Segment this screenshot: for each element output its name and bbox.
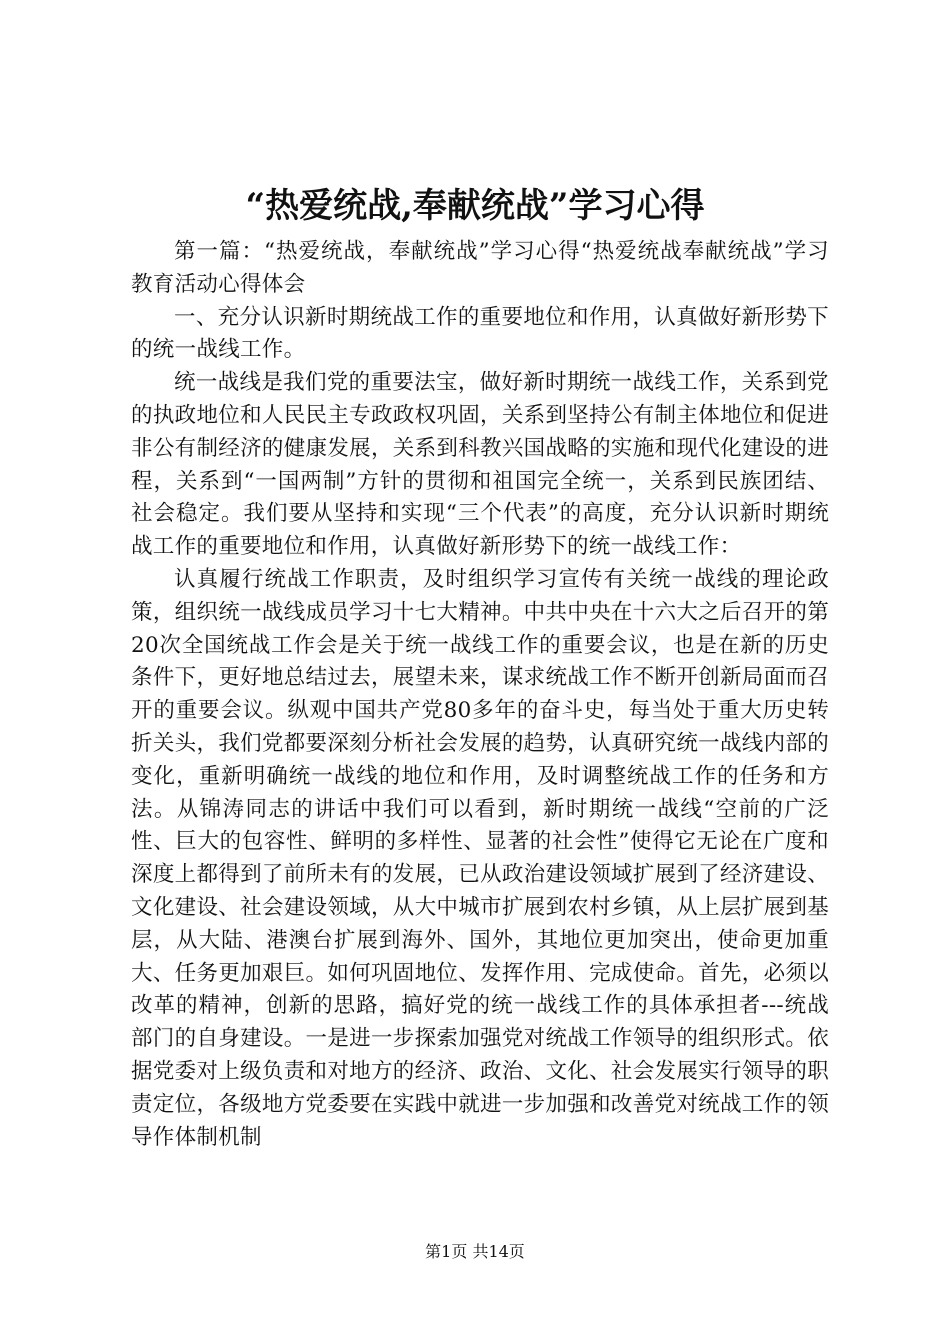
paragraph-united-front: 统一战线是我们党的重要法宝，做好新时期统一战线工作，关系到党的执政地位和人民民主专政政权巩固，关系到坚持公有制主体地位和促进非公有制经济的健康发展，关系到科教兴国战略的实施和现代化建设的进程，关系到“一国两制”方针的贯彻和祖国完全统一，关系到民族团结、社会稳定。我们要从坚持和实现“三个代表”的高度，充分认识新时期统战工作的重要地位和作用，认真做好新形势下的统一战线工作： <box>131 370 829 560</box>
document-title: “热爱统战,奉献统战”学习心得 <box>245 186 705 226</box>
page-number-footer: 第1页 共14页 <box>425 1242 525 1261</box>
paragraph-intro: 第一篇：“热爱统战，奉献统战”学习心得“热爱统战奉献统战”学习教育活动心得体会 <box>131 239 829 297</box>
paragraph-section-one: 一、充分认识新时期统战工作的重要地位和作用，认真做好新形势下的统一战线工作。 <box>131 304 829 363</box>
paragraph-duties: 认真履行统战工作职责，及时组织学习宣传有关统一战线的理论政策，组织统一战线成员学习十七大精神。中共中央在十六大之后召开的第20次全国统战工作会是关于统一战线工作的重要会议，也是在新的历史条件下，更好地总结过去，展望未来，谋求统战工作不断开创新局面而召开的重要会议。纵观中国共产党80多年的奋斗史，每当处于重大历史转折关头，我们党都要深刻分析社会发展的趋势，认真研究统一战线内部的变化，重新明确统一战线的地位和作用，及时调整统战工作的任务和方法。从锦涛同志的讲话中我们可以看到，新时期统一战线“空前的广泛性、巨大的包容性、鲜明的多样性、显著的社会性”使得它无论在广度和深度上都得到了前所未有的发展，已从政治建设领域扩展到了经济建设、文化建设、社会建设领域，从大中城市扩展到农村乡镇，从上层扩展到基层，从大陆、港澳台扩展到海外、国外，其地位更加突出，使命更加重大、任务更加艰巨。如何巩固地位、发挥作用、完成使命。首先，必须以改革的精神，创新的思路，搞好党的统一战线工作的具体承担者---统战部门的自身建设。一是进一步探索加强党对统战工作领导的组织形式。依据党委对上级负责和对地方的经济、政治、文化、社会发展实行领导的职责定位，各级地方党委要在实践中就进一步加强和改善党对统战工作的领导作体制机制 <box>131 566 829 1150</box>
document-body <box>131 236 829 1154</box>
